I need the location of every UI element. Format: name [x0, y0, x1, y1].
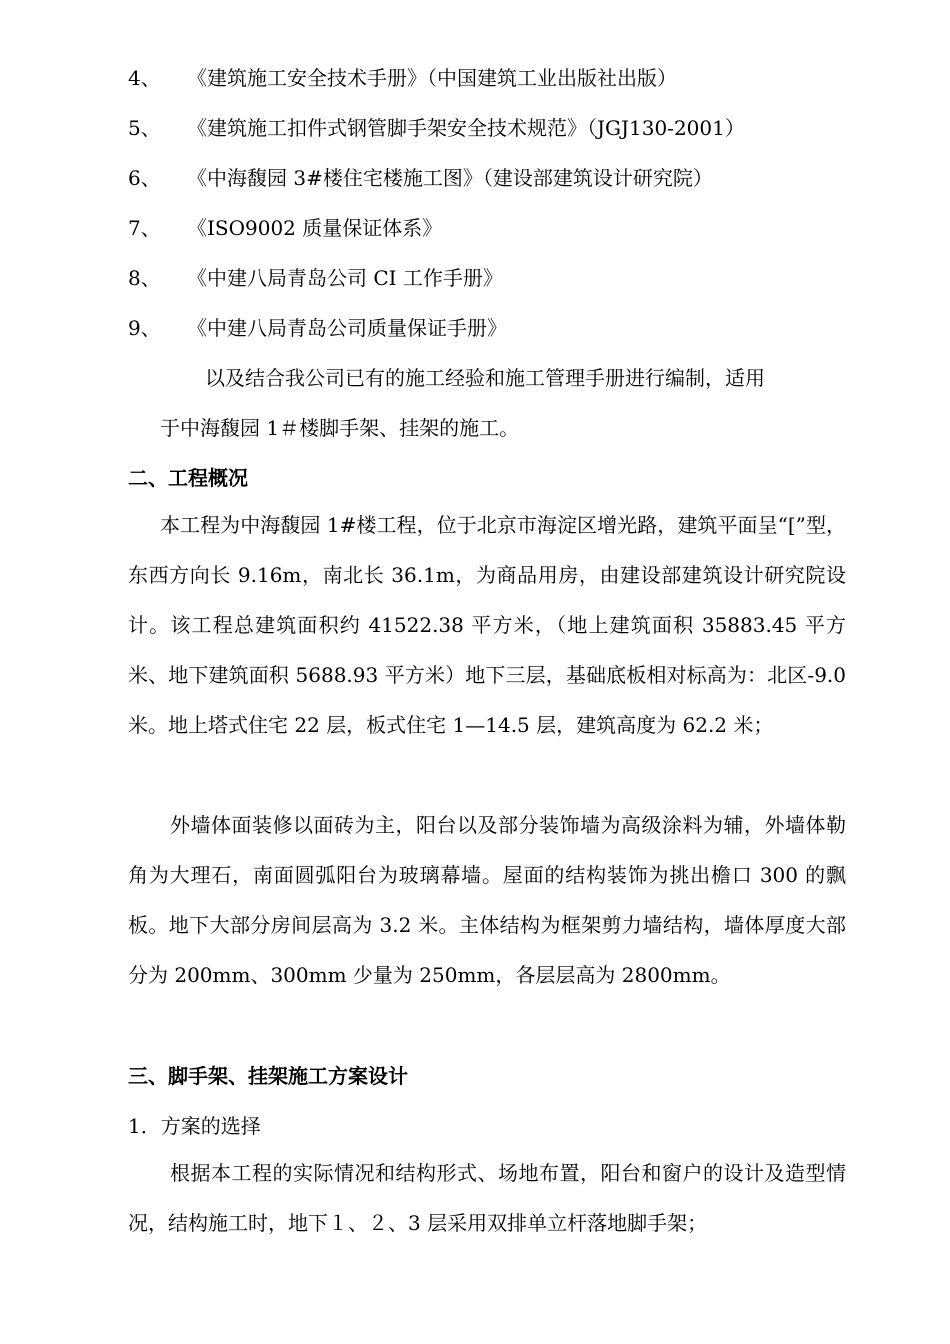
subsection-heading-scheme-selection: 1．方案的选择 — [128, 1114, 261, 1138]
reference-title: 《中建八局青岛公司 CI 工作手册》 — [187, 266, 503, 290]
reference-title: 《中海馥园 3#楼住宅楼施工图》（建设部建筑设计研究院） — [187, 166, 713, 190]
reference-title: 《中建八局青岛公司质量保证手册》 — [187, 316, 507, 340]
section-heading-overview: 二、工程概况 — [128, 466, 248, 490]
intro-line-2: 于中海馥园 1＃楼脚手架、挂架的施工。 — [160, 416, 520, 440]
reference-title: 《建筑施工安全技术手册》（中国建筑工业出版社出版） — [187, 66, 677, 90]
reference-number: 6、 — [128, 166, 161, 190]
reference-title: 《建筑施工扣件式钢管脚手架安全技术规范》（JGJ130-2001） — [187, 116, 745, 140]
section-heading-scaffold-design: 三、脚手架、挂架施工方案设计 — [128, 1064, 408, 1088]
reference-number: 7、 — [128, 216, 161, 240]
reference-number: 5、 — [128, 116, 161, 140]
reference-number: 8、 — [128, 266, 161, 290]
scheme-selection-paragraph: 根据本工程的实际情况和结构形式、场地布置，阳台和窗户的设计及造型情况，结构施工时，地下１、２、3 层采用双排单立杆落地脚手架； — [128, 1161, 846, 1235]
overview-paragraph-2: 外墙体面装修以面砖为主，阳台以及部分装饰墙为高级涂料为辅，外墙体勒角为大理石，南面圆弧阳台为玻璃幕墙。屋面的结构装饰为挑出檐口 300 的飘板。地下大部分房间层高为 3.2 米。主体结构为框架剪力墙结构，墙体厚度大部分为 200mm、300mm 少量为 250mm，各层层高为 2800mm。 — [128, 813, 846, 987]
overview-paragraph-1: 本工程为中海馥园 1#楼工程，位于北京市海淀区增光路，建筑平面呈“[”型，东西方向长 9.16m，南北长 36.1m，为商品用房，由建设部建筑设计研究院设计。该工程总建筑面积约 41522.38 平方米，（地上建筑面积 35883.45 平方米、地下建筑面积 5688.93 平方米）地下三层，基础底板相对标高为：北区-9.0 米。地上塔式住宅 22 层，板式住宅 1—14.5 层，建筑高度为 62.2 米； — [128, 513, 846, 737]
reference-number: 4、 — [128, 66, 161, 90]
reference-title: 《ISO9002 质量保证体系》 — [187, 216, 443, 240]
reference-number: 9、 — [128, 316, 161, 340]
intro-line-1: 以及结合我公司已有的施工经验和施工管理手册进行编制，适用 — [205, 366, 765, 390]
